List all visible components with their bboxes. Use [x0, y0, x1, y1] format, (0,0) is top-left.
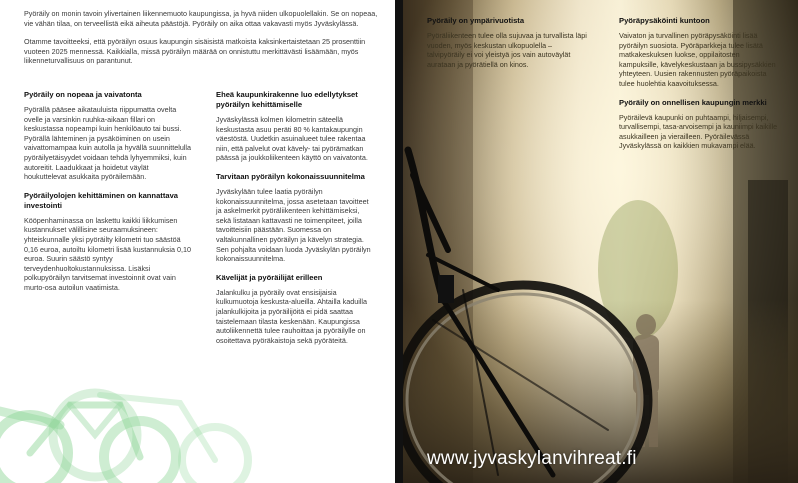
section-text: Pyörällä pääsee aikatauluista riippumatta ovelta ovelle ja varsinkin ruuhka-aikaan fillari on keskustassa nopeampi kuin henkilöauto tai bussi. Pyörällä lähteminen ja pysäköiminen on usein vaivattomampaa kuin autolla ja hyvällä suunnittelulla pyöräilyetäisyydet voidaan tehdä lyhyemmiksi, kuin autoreitit. Laadukkaat ja hoidetut väylät houkuttelevat asukkaita pyöräilemään.: [24, 105, 192, 182]
intro-paragraph-2: Otamme tavoitteeksi, että pyöräilyn osuus kaupungin sisäisistä matkoista kaksinkertaistetaan 25 prosenttiin vuoteen 2025 mennessä. Kaikkialla, missä pyöräilyn määrää on onnistuttu merkittävästi lisäämään, myös liikenneturvallisuus on parantunut.: [24, 37, 366, 66]
left-column-2: [216, 90, 376, 354]
section-fast-easy: [24, 90, 192, 182]
section-master-plan: [216, 172, 376, 264]
right-column-2: [619, 16, 779, 160]
left-page: [0, 0, 395, 483]
section-year-round: [427, 16, 587, 69]
section-separate-lanes: [216, 273, 376, 346]
section-text: Pyöräliikenteen tulee olla sujuvaa ja turvallista läpi vuoden, myös keskustan ulkopuolella – talvipyöräily ei voi yleistyä jos vain autoväylät aurataan ja pyörätiellä on kinos.: [427, 31, 587, 69]
website-url[interactable]: www.jyvaskylanvihreat.fi: [427, 448, 637, 469]
section-happy-city: [619, 98, 779, 151]
right-column-1: [427, 16, 587, 78]
section-heading: Pyöräily on onnellisen kaupungin merkki: [619, 97, 767, 107]
section-heading: Pyöräily on ympärivuotista: [427, 16, 525, 25]
section-heading: Kävelijät ja pyöräilijät erilleen: [216, 272, 323, 282]
section-heading: Eheä kaupunkirakenne luo edellytykset pyöräilyn kehittämiselle: [216, 90, 358, 109]
section-heading: Pyöräilyolojen kehittäminen on kannattava investointi: [24, 190, 179, 210]
right-page: [403, 0, 798, 483]
section-heading: Pyöräpysäköinti kuntoon: [619, 16, 710, 25]
intro-section: [24, 9, 379, 75]
section-text: Jyväskylässä kolmen kilometrin säteellä keskustasta asuu peräti 80 % kantakaupungin väestöstä. Uudetkin asuinalueet tulee rakentaa niin, että palvelut ovat kävely- tai pyörämatkan päässä ja joukkoliikenteen käyttö on vaivatonta.: [216, 115, 368, 163]
section-heading: Tarvitaan pyöräilyn kokonaissuunnitelma: [216, 171, 365, 181]
section-text: Vaivaton ja turvallinen pyöräpysäköinti lisää pyöräilyn suosiota. Pyöräparkkeja tulee lisätä matkakeskuksen luokse, oppilaitosten kampuksille, kävelykeskustaan ja bussipysäkkien yhteyteen. Uusien rakennusten pyöräpaikoista tulee huolehtia kaavoituksessa.: [619, 31, 776, 88]
section-text: Pyöräilevä kaupunki on puhtaampi, hiljaisempi, turvallisempi, tasa-arvoisempi ja kauniimpi kaikille asukkailleen ja vierailleen. Pyöräilevässä Jyväskylässä on kaikkien mukavampi elää.: [619, 112, 778, 151]
section-text: Kööpenhaminassa on laskettu kaikki liikkumisen kustannukset välillisine seuraamuksineen: yhteiskunnalle yksi pyöräilty kilometri tuo säästöä 0,16 euroa, autoiltu kilometri lisää kustannuksia 0,10 euroa. Suurin säästö syntyy terveydenhuoltokustannuksissa. Lisäksi polkupyöräilyn tarvitsemat investoinnit ovat vain murto-osa autoilun vaatimista.: [24, 215, 192, 292]
left-column-1: [24, 90, 192, 302]
section-text: Jyväskylään tulee laatia pyöräilyn kokonaissuunnitelma, jossa asetetaan tavoitteet ja askelmerkit pyöräliikenteen kehittämiseksi, sekä listataan kattavasti ne toimenpiteet, joilla tavoitteisiin päästään. Suomessa on valtakunnallinen pyöräilyn ja kävelyn strategia. Sen pohjalta voidaan luoda Jyväskylän pyöräilyn kokonaissuunnitelma.: [216, 186, 371, 264]
section-urban-structure: [216, 90, 376, 163]
section-heading: Pyöräily on nopeaa ja vaivatonta: [24, 90, 142, 99]
section-text: Jalankulku ja pyöräily ovat ensisijaisia kulkumuotoja keskusta-alueilla. Ahtailla kaduilla jalankulkijoita ja pyöräilijöitä ei pidä saattaa taistelemaan tilasta keskenään. Kaupungissa autoliikennettä tulee rauhoittaa ja pyöräilylle on osoitettava pyöräkaistoja sekä pyöräteitä.: [216, 287, 368, 345]
section-investment: [24, 191, 192, 293]
green-bicycles-graphic: [0, 365, 280, 483]
intro-paragraph-1: Pyöräily on monin tavoin ylivertainen liikennemuoto kaupungissa, ja hyvä niiden ulkopuolellakin. Se on nopeaa, vie vähän tilaa, on terveellistä eikä aiheuta päästöjä. Pyöräily on aika ottaa vakavasti myös Jyväskylässä.: [24, 9, 378, 28]
section-bike-parking: [619, 16, 779, 89]
page-divider: [395, 0, 403, 483]
